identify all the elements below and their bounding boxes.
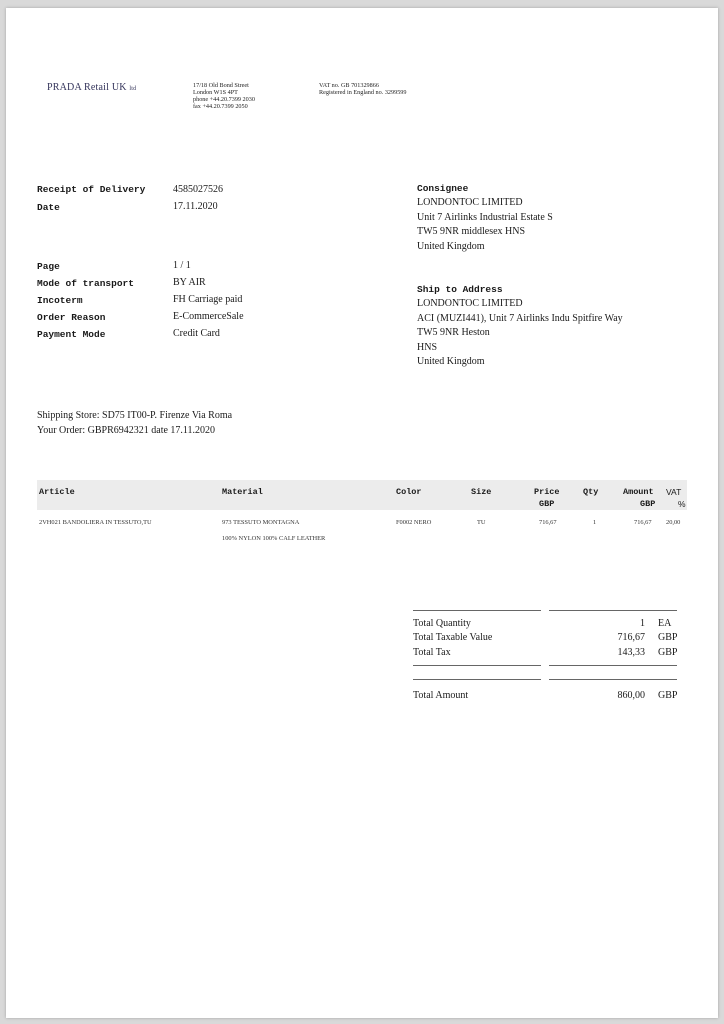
date-value: 17.11.2020 — [173, 201, 218, 212]
ship-to-line: HNS — [417, 341, 438, 353]
col-size: Size — [471, 487, 492, 497]
col-vat: VAT — [666, 487, 682, 497]
cell-amount: 716,67 — [634, 519, 652, 526]
brand-suffix: ltd — [129, 86, 137, 92]
consignee-line: TW5 9NR middlesex HNS — [417, 226, 526, 238]
ship-to-label: Ship to Address — [417, 284, 503, 295]
payment-value: Credit Card — [173, 328, 220, 339]
receipt-number: 4585027526 — [173, 184, 223, 195]
incoterm-value: FH Carriage paid — [173, 294, 243, 305]
page-value: 1 / 1 — [173, 260, 191, 271]
table-row — [37, 518, 687, 548]
transport-label: Mode of transport — [37, 278, 134, 289]
transport-value: BY AIR — [173, 277, 206, 288]
order-reason-label: Order Reason — [37, 312, 106, 323]
receipt-label: Receipt of Delivery — [37, 184, 146, 195]
shipping-info — [37, 408, 232, 438]
order-reason-value: E-CommerceSale — [173, 311, 244, 322]
total-taxable-unit: GBP — [658, 632, 678, 643]
company-vat: VAT no. GB 701329866 Registered in England no. 3299599 — [319, 82, 407, 96]
divider — [413, 679, 541, 680]
divider — [413, 665, 541, 666]
ship-to-line: ACI (MUZI441), Unit 7 Airlinks Indu Spitfire Way — [417, 312, 623, 324]
col-price-unit: GBP — [539, 499, 555, 509]
total-tax-value: 143,33 — [617, 647, 645, 658]
total-taxable-label: Total Taxable Value — [413, 632, 493, 643]
divider — [549, 665, 677, 666]
table-header — [37, 480, 687, 510]
total-amount-value: 860,00 — [617, 690, 645, 701]
company-address: 17/18 Old Bond Street London W1S 4PT phone +44.20.7399 2030 fax +44.20.7399 2050 — [193, 82, 255, 110]
cell-qty: 1 — [593, 519, 597, 526]
col-price: Price — [534, 487, 560, 497]
col-amount-unit: GBP — [640, 499, 656, 509]
ship-to-line: LONDONTOC LIMITED — [417, 298, 523, 309]
ship-to-line: United Kingdom — [417, 356, 485, 368]
divider — [413, 610, 541, 611]
page-label: Page — [37, 261, 60, 272]
total-quantity-label: Total Quantity — [413, 618, 471, 629]
your-order: Your Order: GBPR6942321 date 17.11.2020 — [37, 425, 216, 436]
col-color: Color — [396, 487, 422, 497]
cell-size: TU — [477, 519, 486, 526]
divider — [549, 679, 677, 680]
col-material: Material — [222, 487, 263, 497]
total-quantity-unit: EA — [658, 618, 672, 629]
total-quantity-value: 1 — [640, 618, 645, 629]
shipping-store: Shipping Store: SD75 IT00-P. Firenze Via Roma — [37, 410, 233, 421]
cell-article: 2VH021 BANDOLIERA IN TESSUTO,TU — [39, 519, 152, 526]
total-taxable-value: 716,67 — [617, 632, 645, 643]
document-page — [6, 8, 718, 1018]
consignee-address — [417, 196, 553, 254]
date-label: Date — [37, 202, 60, 213]
col-vat-unit: % — [678, 499, 686, 509]
ship-to-line: TW5 9NR Heston — [417, 327, 490, 339]
consignee-line: LONDONTOC LIMITED — [417, 197, 523, 208]
total-amount-label: Total Amount — [413, 690, 469, 701]
ship-to-address — [417, 297, 623, 370]
total-tax-unit: GBP — [658, 647, 678, 658]
payment-label: Payment Mode — [37, 329, 106, 340]
consignee-line: United Kingdom — [417, 240, 485, 252]
brand-text: PRADA Retail UK — [47, 82, 127, 93]
cell-material-detail: 100% NYLON 100% CALF LEATHER — [222, 535, 326, 542]
col-amount: Amount — [623, 487, 654, 497]
cell-price: 716,67 — [539, 519, 557, 526]
consignee-label: Consignee — [417, 183, 469, 194]
cell-color: F0002 NERO — [396, 519, 432, 526]
incoterm-label: Incoterm — [37, 295, 83, 306]
cell-material: 973 TESSUTO MONTAGNA — [222, 519, 300, 526]
col-qty: Qty — [583, 487, 599, 497]
col-article: Article — [39, 487, 75, 497]
total-tax-label: Total Tax — [413, 647, 451, 658]
total-amount-unit: GBP — [658, 690, 678, 701]
consignee-line: Unit 7 Airlinks Industrial Estate S — [417, 211, 553, 223]
brand-name — [47, 82, 136, 93]
cell-vat: 20,00 — [666, 519, 681, 526]
divider — [549, 610, 677, 611]
